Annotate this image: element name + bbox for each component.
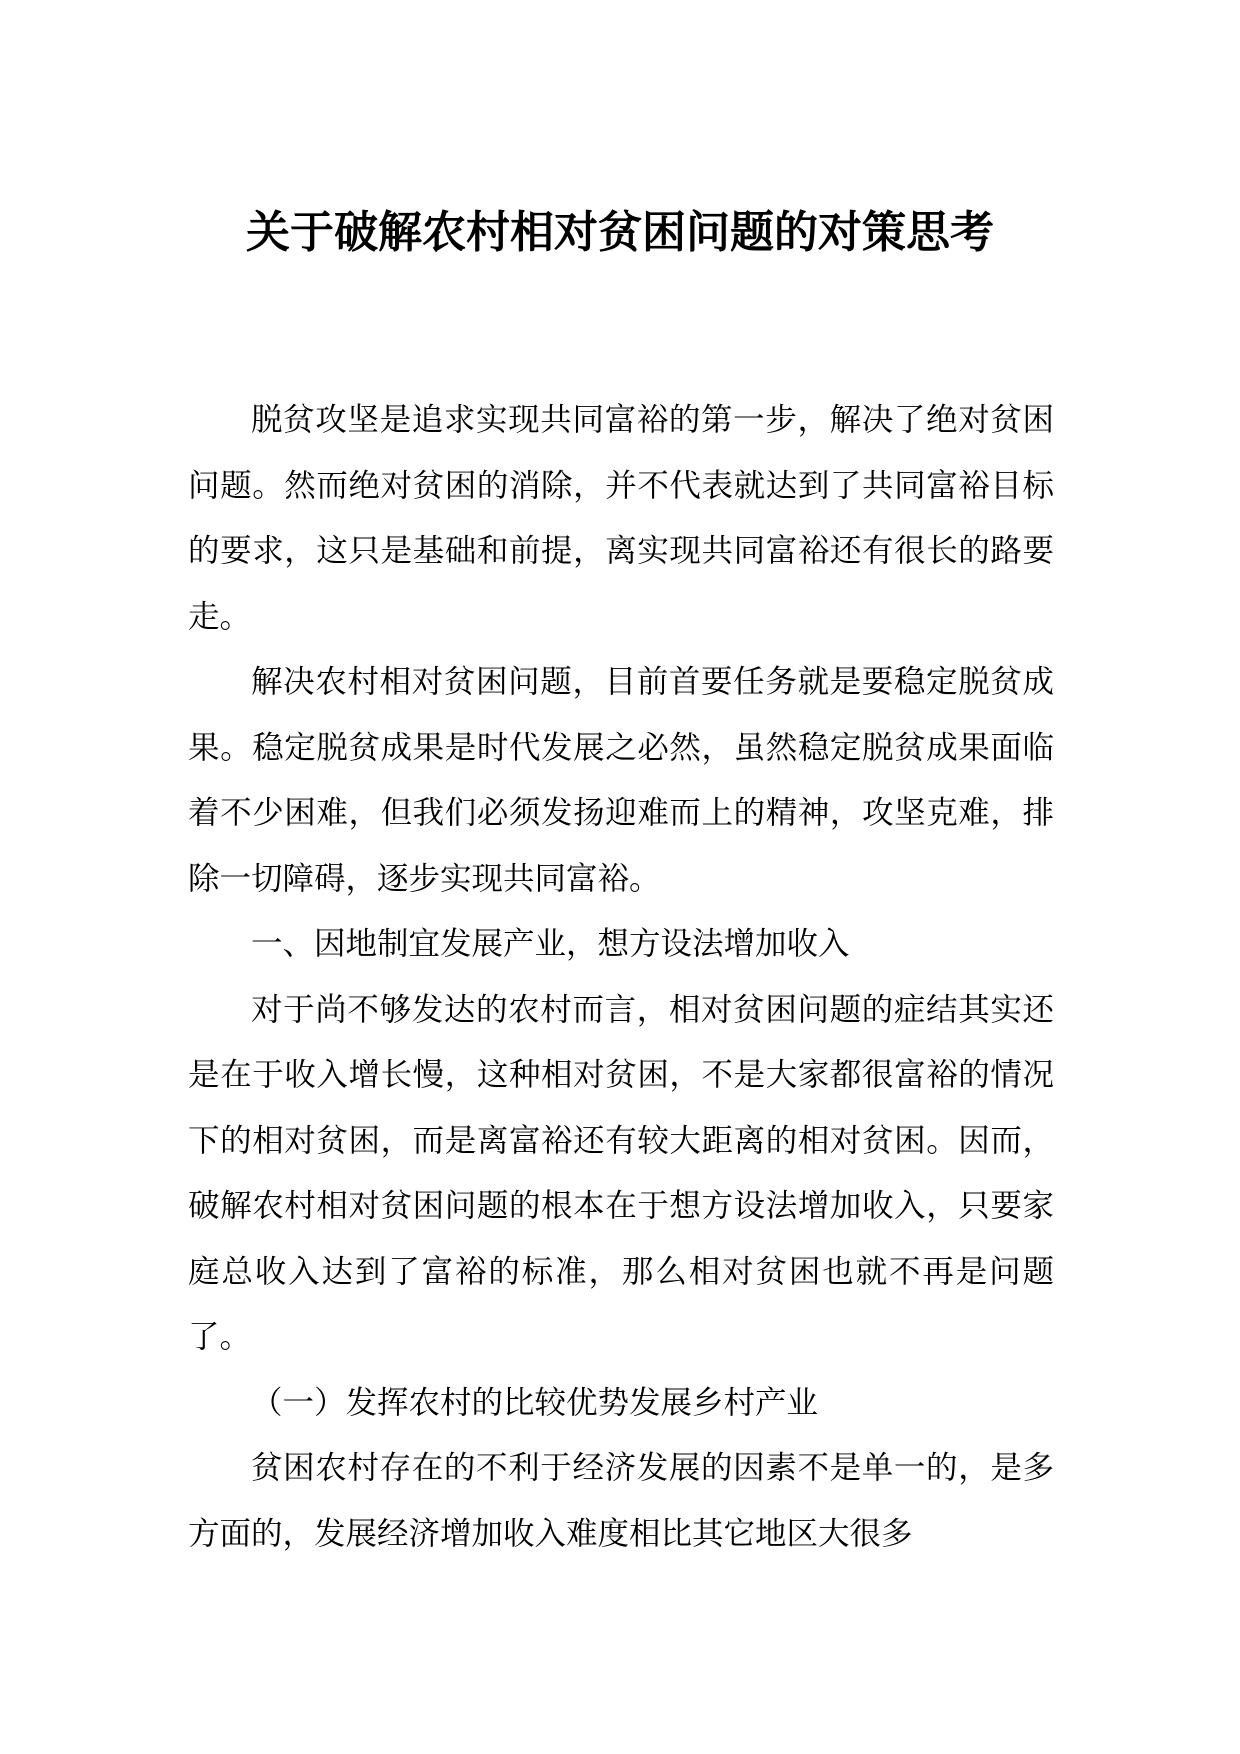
paragraph-advantages: 贫困农村存在的不利于经济发展的因素不是单一的，是多方面的，发展经济增加收入难度相比其它地区大很多	[188, 1450, 1054, 1552]
paragraph-stabilize: 解决农村相对贫困问题，目前首要任务就是要稳定脱贫成果。稳定脱贫成果是时代发展之必然，虽然稳定脱贫成果面临着不少困难，但我们必须发扬迎难而上的精神，攻坚克难，排除一切障碍，逐步实现共同富裕。	[188, 664, 1054, 897]
section-heading-1: 一、因地制宜发展产业，想方设法增加收入	[251, 926, 850, 962]
subsection-heading-1: （一）发挥农村的比较优势发展乡村产业	[251, 1384, 819, 1421]
paragraph-intro: 脱贫攻坚是追求实现共同富裕的第一步，解决了绝对贫困问题。然而绝对贫困的消除，并不代表就达到了共同富裕目标的要求，这只是基础和前提，离实现共同富裕还有很长的路要走。	[188, 402, 1054, 635]
document-body	[188, 388, 1054, 1567]
paragraph-income: 对于尚不够发达的农村而言，相对贫困问题的症结其实还是在于收入增长慢，这种相对贫困，不是大家都很富裕的情况下的相对贫困，而是离富裕还有较大距离的相对贫困。因而，破解农村相对贫困问题的根本在于想方设法增加收入，只要家庭总收入达到了富裕的标准，那么相对贫困也就不再是问题了。	[188, 991, 1054, 1355]
document-title: 关于破解农村相对贫困问题的对策思考	[246, 207, 994, 258]
